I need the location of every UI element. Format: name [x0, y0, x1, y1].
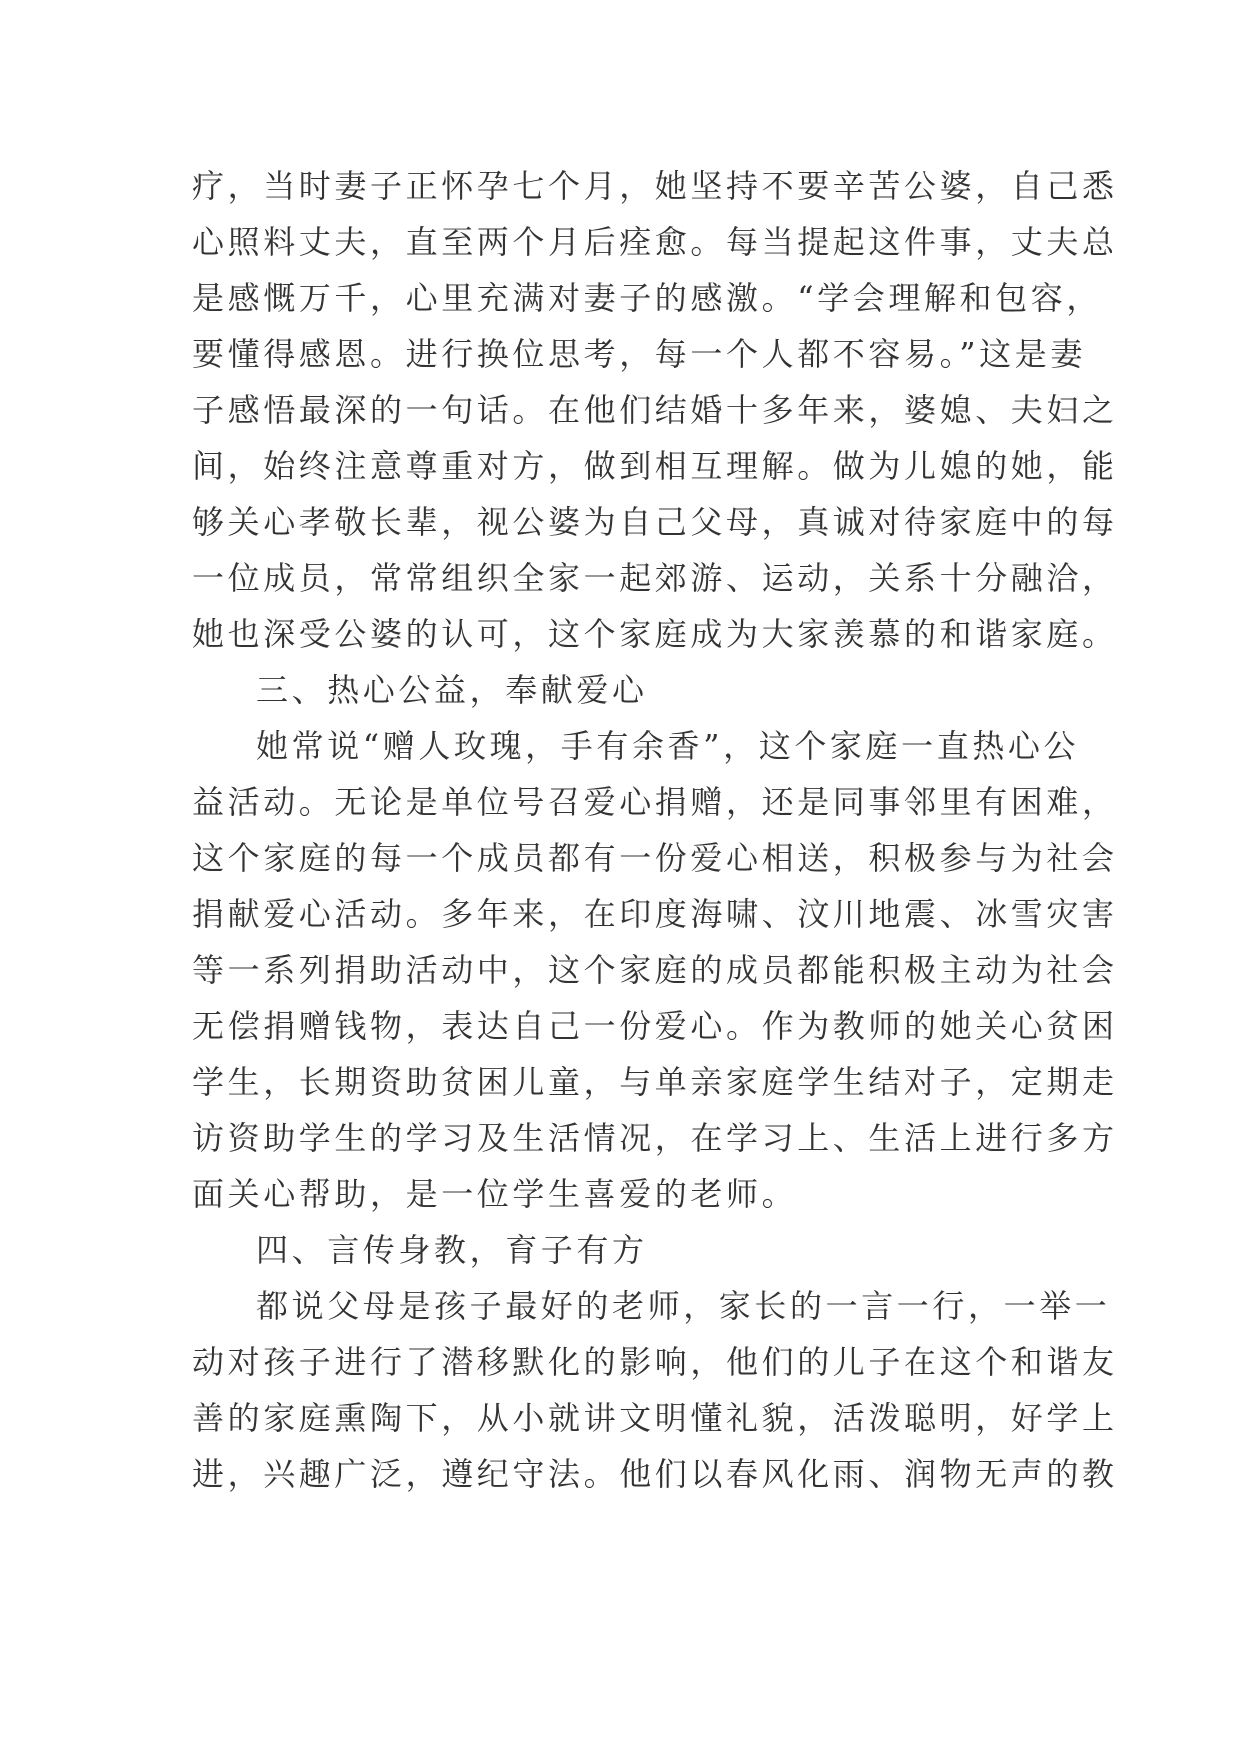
text-line: 够关心孝敬长辈，视公婆为自己父母，真诚对待家庭中的每: [192, 503, 1118, 541]
text-line: 间，始终注意尊重对方，做到相互理解。做为儿媳的她，能: [192, 447, 1118, 485]
text-line: 这个家庭的每一个成员都有一份爱心相送，积极参与为社会: [192, 839, 1118, 877]
text-line: 要懂得感恩。进行换位思考，每一个人都不容易。”这是妻: [192, 335, 1086, 373]
text-line: 动对孩子进行了潜移默化的影响，他们的儿子在这个和谐友: [192, 1343, 1118, 1381]
text-line: 无偿捐赠钱物，表达自己一份爱心。作为教师的她关心贫困: [192, 1007, 1118, 1045]
document-body: [192, 158, 1118, 1502]
paragraph-start-line: 都说父母是孩子最好的老师，家长的一言一行，一举一: [256, 1287, 1111, 1325]
text-line: 益活动。无论是单位号召爱心捐赠，还是同事邻里有困难，: [192, 783, 1118, 821]
text-line: 一位成员，常常组织全家一起郊游、运动，关系十分融洽，: [192, 559, 1118, 597]
text-line: 子感悟最深的一句话。在他们结婚十多年来，婆媳、夫妇之: [192, 391, 1118, 429]
text-line: 心照料丈夫，直至两个月后痊愈。每当提起这件事，丈夫总: [192, 223, 1118, 261]
text-line: 她也深受公婆的认可，这个家庭成为大家羡慕的和谐家庭。: [192, 615, 1118, 653]
paragraph-start-line: 三、热心公益，奉献爱心: [256, 671, 648, 709]
text-line: 捐献爱心活动。多年来，在印度海啸、汶川地震、冰雪灾害: [192, 895, 1118, 933]
text-line: 进，兴趣广泛，遵纪守法。他们以春风化雨、润物无声的教: [192, 1455, 1118, 1493]
text-line: 疗，当时妻子正怀孕七个月，她坚持不要辛苦公婆，自己悉: [192, 167, 1118, 205]
paragraph-start-line: 她常说“赠人玫瑰，手有余香”，这个家庭一直热心公: [256, 727, 1080, 765]
text-line: 善的家庭熏陶下，从小就讲文明懂礼貌，活泼聪明，好学上: [192, 1399, 1118, 1437]
paragraph-start-line: 四、言传身教，育子有方: [256, 1231, 648, 1269]
text-line: 是感慨万千，心里充满对妻子的感激。“学会理解和包容，: [192, 279, 1102, 317]
text-line: 访资助学生的学习及生活情况，在学习上、生活上进行多方: [192, 1119, 1118, 1157]
text-line: 学生，长期资助贫困儿童，与单亲家庭学生结对子，定期走: [192, 1063, 1118, 1101]
text-line: 等一系列捐助活动中，这个家庭的成员都能积极主动为社会: [192, 951, 1118, 989]
text-line: 面关心帮助，是一位学生喜爱的老师。: [192, 1175, 798, 1213]
